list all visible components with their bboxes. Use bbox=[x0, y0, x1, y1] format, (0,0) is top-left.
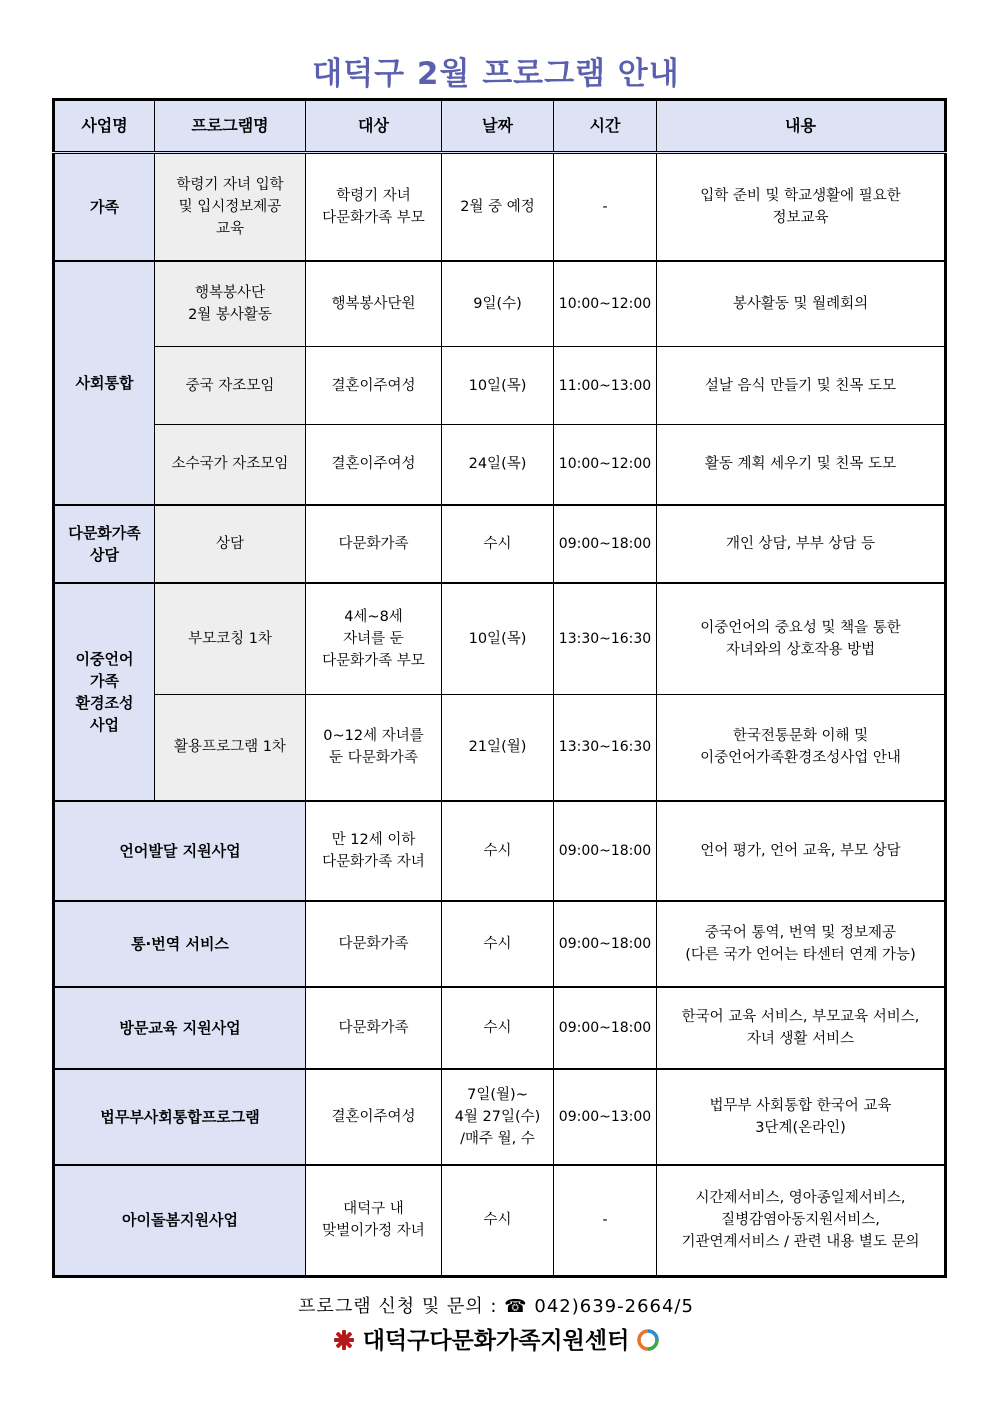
table-row bbox=[54, 153, 946, 261]
content-cell: 이중언어의 중요성 및 책을 통한 자녀와의 상호작용 방법 bbox=[657, 583, 946, 695]
table-row bbox=[54, 505, 946, 583]
target-cell: 4세~8세 자녀를 둔 다문화가족 부모 bbox=[306, 583, 442, 695]
content-cell: 시간제서비스, 영아종일제서비스, 질병감염아동지원서비스, 기관연계서비스 / 관련 내용 별도 문의 bbox=[657, 1165, 946, 1277]
table-row bbox=[54, 695, 946, 801]
date-cell: 10일(목) bbox=[442, 583, 554, 695]
content-cell: 언어 평가, 언어 교육, 부모 상담 bbox=[657, 801, 946, 901]
table-row bbox=[54, 1069, 946, 1165]
target-cell: 만 12세 이하 다문화가족 자녀 bbox=[306, 801, 442, 901]
date-cell: 수시 bbox=[442, 987, 554, 1069]
target-cell: 결혼이주여성 bbox=[306, 347, 442, 425]
time-cell: 11:00~13:00 bbox=[554, 347, 657, 425]
time-cell: 09:00~18:00 bbox=[554, 505, 657, 583]
program-cell: 부모코칭 1차 bbox=[155, 583, 306, 695]
business-cell: 가족 bbox=[54, 153, 155, 261]
table-row bbox=[54, 347, 946, 425]
content-cell: 한국어 교육 서비스, 부모교육 서비스, 자녀 생활 서비스 bbox=[657, 987, 946, 1069]
program-table bbox=[52, 98, 947, 1278]
business-cell: 법무부사회통합프로그램 bbox=[54, 1069, 306, 1165]
target-cell: 다문화가족 bbox=[306, 901, 442, 987]
target-cell: 행복봉사단원 bbox=[306, 261, 442, 347]
content-cell: 설날 음식 만들기 및 친목 도모 bbox=[657, 347, 946, 425]
time-cell: 09:00~13:00 bbox=[554, 1069, 657, 1165]
date-cell: 수시 bbox=[442, 1165, 554, 1277]
phone-icon: ☎ bbox=[504, 1296, 528, 1317]
target-cell: 다문화가족 bbox=[306, 505, 442, 583]
content-cell: 활동 계획 세우기 및 친목 도모 bbox=[657, 425, 946, 505]
header-content: 내용 bbox=[657, 100, 946, 153]
date-cell: 수시 bbox=[442, 505, 554, 583]
center-emblem-icon bbox=[333, 1329, 355, 1351]
center-name: 대덕구다문화가족지원센터 bbox=[362, 1328, 630, 1354]
content-cell: 입학 준비 및 학교생활에 필요한 정보교육 bbox=[657, 153, 946, 261]
time-cell: - bbox=[554, 1165, 657, 1277]
page-title: 대덕구 2월 프로그램 안내 bbox=[312, 56, 680, 92]
content-cell: 법무부 사회통합 한국어 교육 3단계(온라인) bbox=[657, 1069, 946, 1165]
table-row bbox=[54, 987, 946, 1069]
time-cell: 09:00~18:00 bbox=[554, 801, 657, 901]
program-cell: 활용프로그램 1차 bbox=[155, 695, 306, 801]
business-cell: 아이돌봄지원사업 bbox=[54, 1165, 306, 1277]
time-cell: - bbox=[554, 153, 657, 261]
business-cell: 다문화가족 상담 bbox=[54, 505, 155, 583]
program-cell: 학령기 자녀 입학 및 입시정보제공 교육 bbox=[155, 153, 306, 261]
program-cell: 행복봉사단 2월 봉사활동 bbox=[155, 261, 306, 347]
table-row bbox=[54, 425, 946, 505]
header-date: 날짜 bbox=[442, 100, 554, 153]
time-cell: 10:00~12:00 bbox=[554, 425, 657, 505]
table-row bbox=[54, 261, 946, 347]
contact-label: 프로그램 신청 및 문의 : bbox=[298, 1296, 498, 1317]
table-row bbox=[54, 583, 946, 695]
header-time: 시간 bbox=[554, 100, 657, 153]
target-cell: 결혼이주여성 bbox=[306, 1069, 442, 1165]
time-cell: 10:00~12:00 bbox=[554, 261, 657, 347]
date-cell: 수시 bbox=[442, 801, 554, 901]
date-cell: 9일(수) bbox=[442, 261, 554, 347]
center-logo-swirl-icon bbox=[637, 1329, 659, 1351]
business-cell: 통·번역 서비스 bbox=[54, 901, 306, 987]
date-cell: 7일(월)~ 4월 27일(수) /매주 월, 수 bbox=[442, 1069, 554, 1165]
time-cell: 13:30~16:30 bbox=[554, 695, 657, 801]
time-cell: 09:00~18:00 bbox=[554, 987, 657, 1069]
business-cell: 사회통합 bbox=[54, 261, 155, 505]
target-cell: 학령기 자녀 다문화가족 부모 bbox=[306, 153, 442, 261]
contact-line bbox=[0, 1292, 992, 1318]
program-cell: 중국 자조모임 bbox=[155, 347, 306, 425]
time-cell: 13:30~16:30 bbox=[554, 583, 657, 695]
date-cell: 10일(목) bbox=[442, 347, 554, 425]
center-logo bbox=[0, 1322, 992, 1355]
target-cell: 다문화가족 bbox=[306, 987, 442, 1069]
table-row bbox=[54, 801, 946, 901]
header-target: 대상 bbox=[306, 100, 442, 153]
header-business: 사업명 bbox=[54, 100, 155, 153]
date-cell: 21일(월) bbox=[442, 695, 554, 801]
content-cell: 한국전통문화 이해 및 이중언어가족환경조성사업 안내 bbox=[657, 695, 946, 801]
content-cell: 개인 상담, 부부 상담 등 bbox=[657, 505, 946, 583]
target-cell: 0~12세 자녀를 둔 다문화가족 bbox=[306, 695, 442, 801]
time-cell: 09:00~18:00 bbox=[554, 901, 657, 987]
content-cell: 중국어 통역, 번역 및 정보제공 (다른 국가 언어는 타센터 연계 가능) bbox=[657, 901, 946, 987]
date-cell: 2월 중 예정 bbox=[442, 153, 554, 261]
program-cell: 소수국가 자조모임 bbox=[155, 425, 306, 505]
header-row bbox=[54, 100, 946, 153]
table-row bbox=[54, 1165, 946, 1277]
table-row bbox=[54, 901, 946, 987]
business-cell: 이중언어 가족 환경조성 사업 bbox=[54, 583, 155, 801]
business-cell: 방문교육 지원사업 bbox=[54, 987, 306, 1069]
date-cell: 수시 bbox=[442, 901, 554, 987]
target-cell: 대덕구 내 맞벌이가정 자녀 bbox=[306, 1165, 442, 1277]
contact-phone: 042)639-2664/5 bbox=[534, 1296, 694, 1317]
program-cell: 상담 bbox=[155, 505, 306, 583]
target-cell: 결혼이주여성 bbox=[306, 425, 442, 505]
header-program: 프로그램명 bbox=[155, 100, 306, 153]
date-cell: 24일(목) bbox=[442, 425, 554, 505]
content-cell: 봉사활동 및 월례회의 bbox=[657, 261, 946, 347]
business-cell: 언어발달 지원사업 bbox=[54, 801, 306, 901]
